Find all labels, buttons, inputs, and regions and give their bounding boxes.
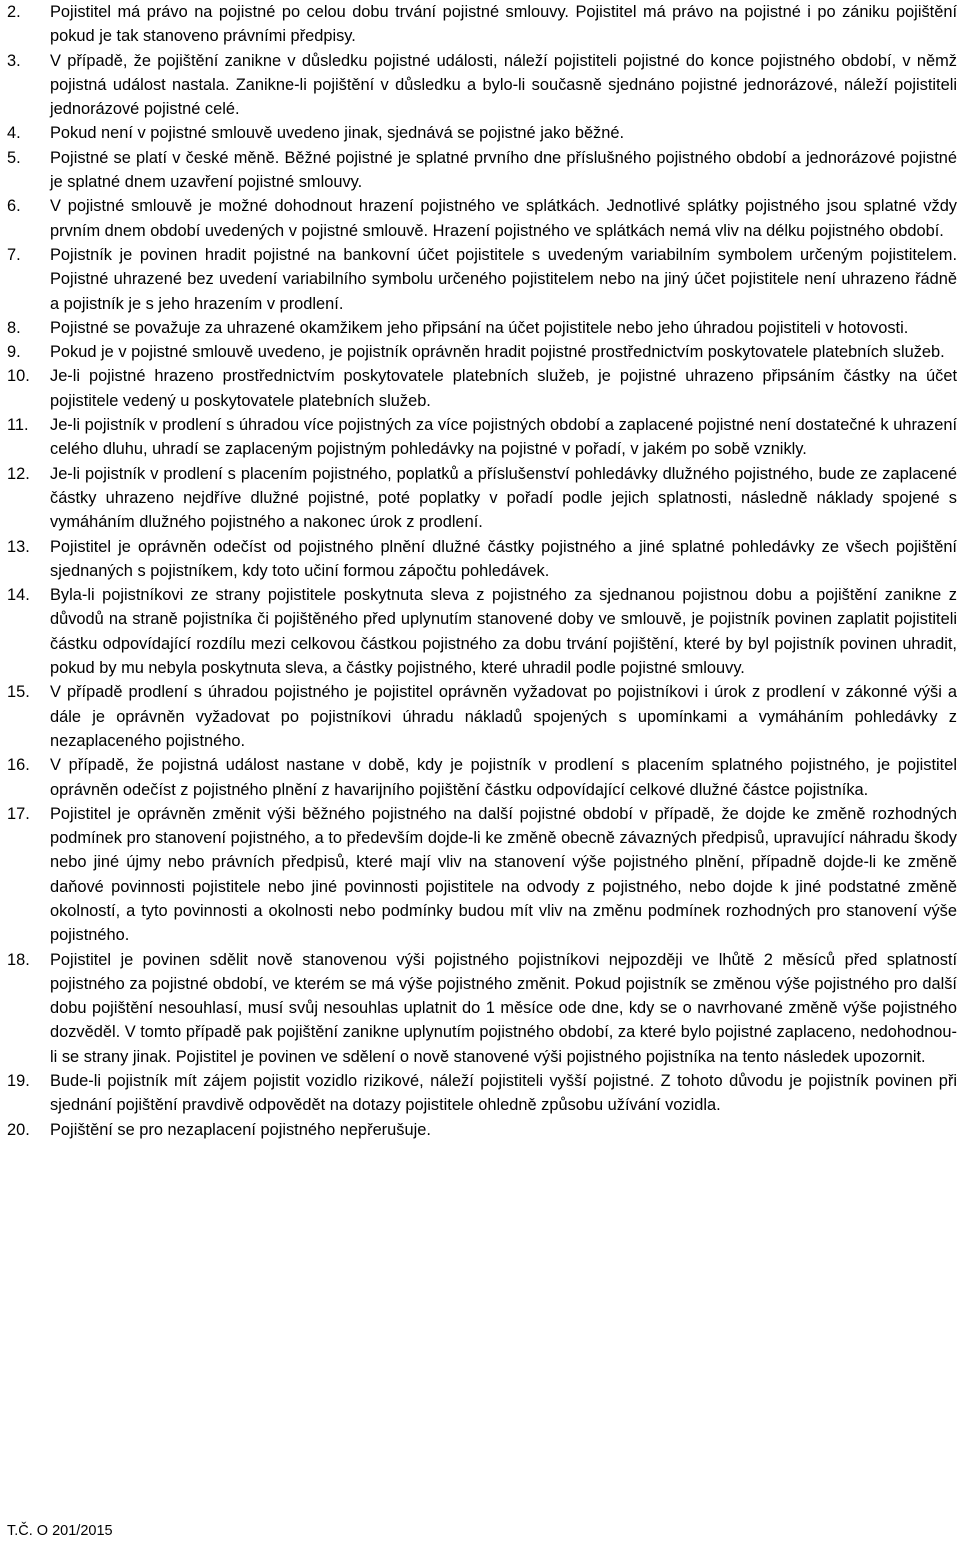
clause-text: Bude-li pojistník mít zájem pojistit vozidlo rizikové, náleží pojistiteli vyšší pojistné. Z tohoto důvodu je pojistník povinen při sjednání pojištění pravdivě odpovědět na dotazy pojistitele ohledně způsobu užívání vozidla. <box>50 1072 957 1115</box>
clause-text: Pojistné se považuje za uhrazené okamžikem jeho připsání na účet pojistitele nebo jeho úhradou pojistiteli v hotovosti. <box>50 318 909 337</box>
clause-list <box>7 0 957 1142</box>
clause-number: 18. <box>7 950 30 969</box>
clause-number: 11. <box>7 416 29 435</box>
clause-item <box>7 1069 957 1118</box>
clause-number: 4. <box>7 124 21 143</box>
clause-text: Pojištění se pro nezaplacení pojistného nepřerušuje. <box>50 1120 431 1139</box>
clause-number: 7. <box>7 245 21 264</box>
clause-item <box>7 462 957 535</box>
clause-item <box>7 0 957 49</box>
clause-item <box>7 753 957 802</box>
clause-number: 20. <box>7 1120 30 1139</box>
clause-number: 14. <box>7 586 30 605</box>
clause-text: Je-li pojistné hrazeno prostřednictvím poskytovatele platebních služeb, je pojistné uhrazeno připsáním částky na účet pojistitele vedený u poskytovatele platebních služeb. <box>50 367 957 410</box>
document-body <box>7 0 957 1142</box>
clause-number: 12. <box>7 464 30 483</box>
clause-number: 5. <box>7 148 21 167</box>
clause-number: 19. <box>7 1072 30 1091</box>
clause-text: Pojistitel je oprávněn odečíst od pojistného plnění dlužné částky pojistného a jiné splatné pohledávky ze všech pojištění sjednaných s pojistníkem, kdy toto učiní formou zápočtu pohledávek. <box>50 537 957 580</box>
clause-number: 8. <box>7 318 21 337</box>
clause-number: 3. <box>7 51 21 70</box>
clause-number: 16. <box>7 756 30 775</box>
clause-number: 2. <box>7 3 21 21</box>
clause-item <box>7 413 957 462</box>
clause-text: V případě prodlení s úhradou pojistného je pojistitel oprávněn vyžadovat po pojistníkovi i úrok z prodlení v zákonné výši a dále je oprávněn vyžadovat po pojistníkovi úhradu nákladů spojených s upomínkami a vymáháním pohledávky z nezaplaceného pojistného. <box>50 683 957 750</box>
clause-item <box>7 680 957 753</box>
clause-number: 10. <box>7 367 30 386</box>
clause-text: Je-li pojistník v prodlení s placením pojistného, poplatků a příslušenství pohledávky dlužného pojistného, bude ze zaplacené částky uhrazeno nejdříve dlužné pojistné, poté poplatky v pořadí podle jejich splatnosti, následně náklady spojené s vymáháním dlužného pojistného a nakonec úrok z prodlení. <box>50 464 957 532</box>
clause-number: 15. <box>7 683 30 702</box>
clause-item <box>7 535 957 584</box>
clause-item <box>7 340 957 364</box>
clause-item <box>7 49 957 122</box>
clause-number: 17. <box>7 804 30 823</box>
clause-item <box>7 1118 957 1142</box>
clause-item <box>7 194 957 243</box>
clause-text: V pojistné smlouvě je možné dohodnout hrazení pojistného ve splátkách. Jednotlivé splátky pojistného jsou splatné vždy prvním dnem období uvedených v pojistné smlouvě. Hrazení pojistného ve splátkách nemá vliv na délku pojistného období. <box>50 197 957 240</box>
footer-doc-code: T.Č. O 201/2015 <box>7 1523 113 1539</box>
clause-item <box>7 802 957 948</box>
clause-item <box>7 121 957 145</box>
clause-text: V případě, že pojistná událost nastane v době, kdy je pojistník v prodlení s placením splatného pojistného, je pojistitel oprávněn odečíst z pojistného plnění z havarijního pojištění částku odpovídající celkové dlužné částce pojistníka. <box>50 756 957 799</box>
clause-text: Je-li pojistník v prodlení s úhradou více pojistných za více pojistných období a zaplacené pojistné není dostatečné k uhrazení celého dluhu, uhradí se zaplaceným pojistným pohledávky na pojistné v pořadí, v jakém po sobě vznikly. <box>50 416 957 459</box>
clause-item <box>7 243 957 316</box>
clause-text: Pokud není v pojistné smlouvě uvedeno jinak, sjednává se pojistné jako běžné. <box>50 124 625 143</box>
clause-item <box>7 364 957 413</box>
clause-text: Pojistné se platí v české měně. Běžné pojistné je splatné prvního dne příslušného pojistného období a jednorázové pojistné je splatné dnem uzavření pojistné smlouvy. <box>50 148 957 192</box>
clause-text: V případě, že pojištění zanikne v důsledku pojistné události, náleží pojistiteli pojistné do konce pojistného období, v němž pojistná událost nastala. Zanikne-li pojištění v důsledku a bylo-li současně sjednáno pojistné jednorázové, náleží pojistiteli jednorázové pojistné celé. <box>50 51 957 119</box>
clause-number: 6. <box>7 197 21 216</box>
clause-text: Pojistitel má právo na pojistné po celou dobu trvání pojistné smlouvy. Pojistitel má právo na pojistné i po zániku pojištění pokud je tak stanoveno právními předpisy. <box>50 3 957 46</box>
clause-text: Byla-li pojistníkovi ze strany pojistitele poskytnuta sleva z pojistného za sjednanou pojistnou dobu a pojištění zanikne z důvodů na straně pojistníka či pojištěného před uplynutím stanovené doby ve smlouvě, je pojistník povinen zaplatit pojistiteli částku odpovídající rozdílu mezi celkovou částkou pojistného za dobu trvání pojištění, které by byl pojistník povinen uhradit, pokud by mu nebyla poskytnuta sleva, a částky pojistného, které uhradil podle pojistné smlouvy. <box>50 586 957 678</box>
clause-item <box>7 948 957 1069</box>
clause-text: Pojistník je povinen hradit pojistné na bankovní účet pojistitele s uvedeným variabilním symbolem určeným pojistitelem. Pojistné uhrazené bez uvedení variabilního symbolu určeného pojistitelem nebo na jiný účet pojistitele není uhrazeno řádně a pojistník je s jeho hrazením v prodlení. <box>50 245 957 313</box>
clause-text: Pokud je v pojistné smlouvě uvedeno, je pojistník oprávněn hradit pojistné prostřednictvím poskytovatele platebních služeb. <box>50 343 945 362</box>
clause-item <box>7 316 957 340</box>
clause-text: Pojistitel je oprávněn změnit výši běžného pojistného na další pojistné období v případě, že dojde ke změně rozhodných podmínek pro stanovení pojistného, a to především dojde-li ke změně obecně závazných předpisů, upravující náhradu škody nebo jiné újmy nebo právních předpisů, které mají vliv na stanovení výše pojistného plnění, případně dojde-li ke změně daňové povinnosti pojistitele nebo jiné povinnosti pojistitele na odvody z pojistného, nebo dojde k jiné podstatné změně okolností, a tyto povinnosti a okolnosti nebo podmínky budou mít vliv na změnu podmínek rozhodných pro stanovení výše pojistného. <box>50 804 957 945</box>
clause-number: 13. <box>7 537 30 556</box>
clause-item <box>7 146 957 195</box>
clause-item <box>7 583 957 680</box>
clause-number: 9. <box>7 343 21 362</box>
clause-text: Pojistitel je povinen sdělit nově stanovenou výši pojistného pojistníkovi nejpozději ve lhůtě 2 měsíců před splatností pojistného za pojistné období, ve kterém se má výše pojistného změnit. Pokud pojistník se změnou výše pojistného pro další dobu pojištění nesouhlasí, musí svůj nesouhlas uplatnit do 1 měsíce ode dne, kdy se o navrhované změně výše pojistného dozvěděl. V tomto případě pak pojištění zanikne uplynutím pojistného období, za které bylo pojistné zaplaceno, nedohodnou-li se strany jinak. Pojistitel je povinen ve sdělení o nově stanovené výši pojistného pojistníka na tento následek upozornit. <box>50 950 957 1066</box>
